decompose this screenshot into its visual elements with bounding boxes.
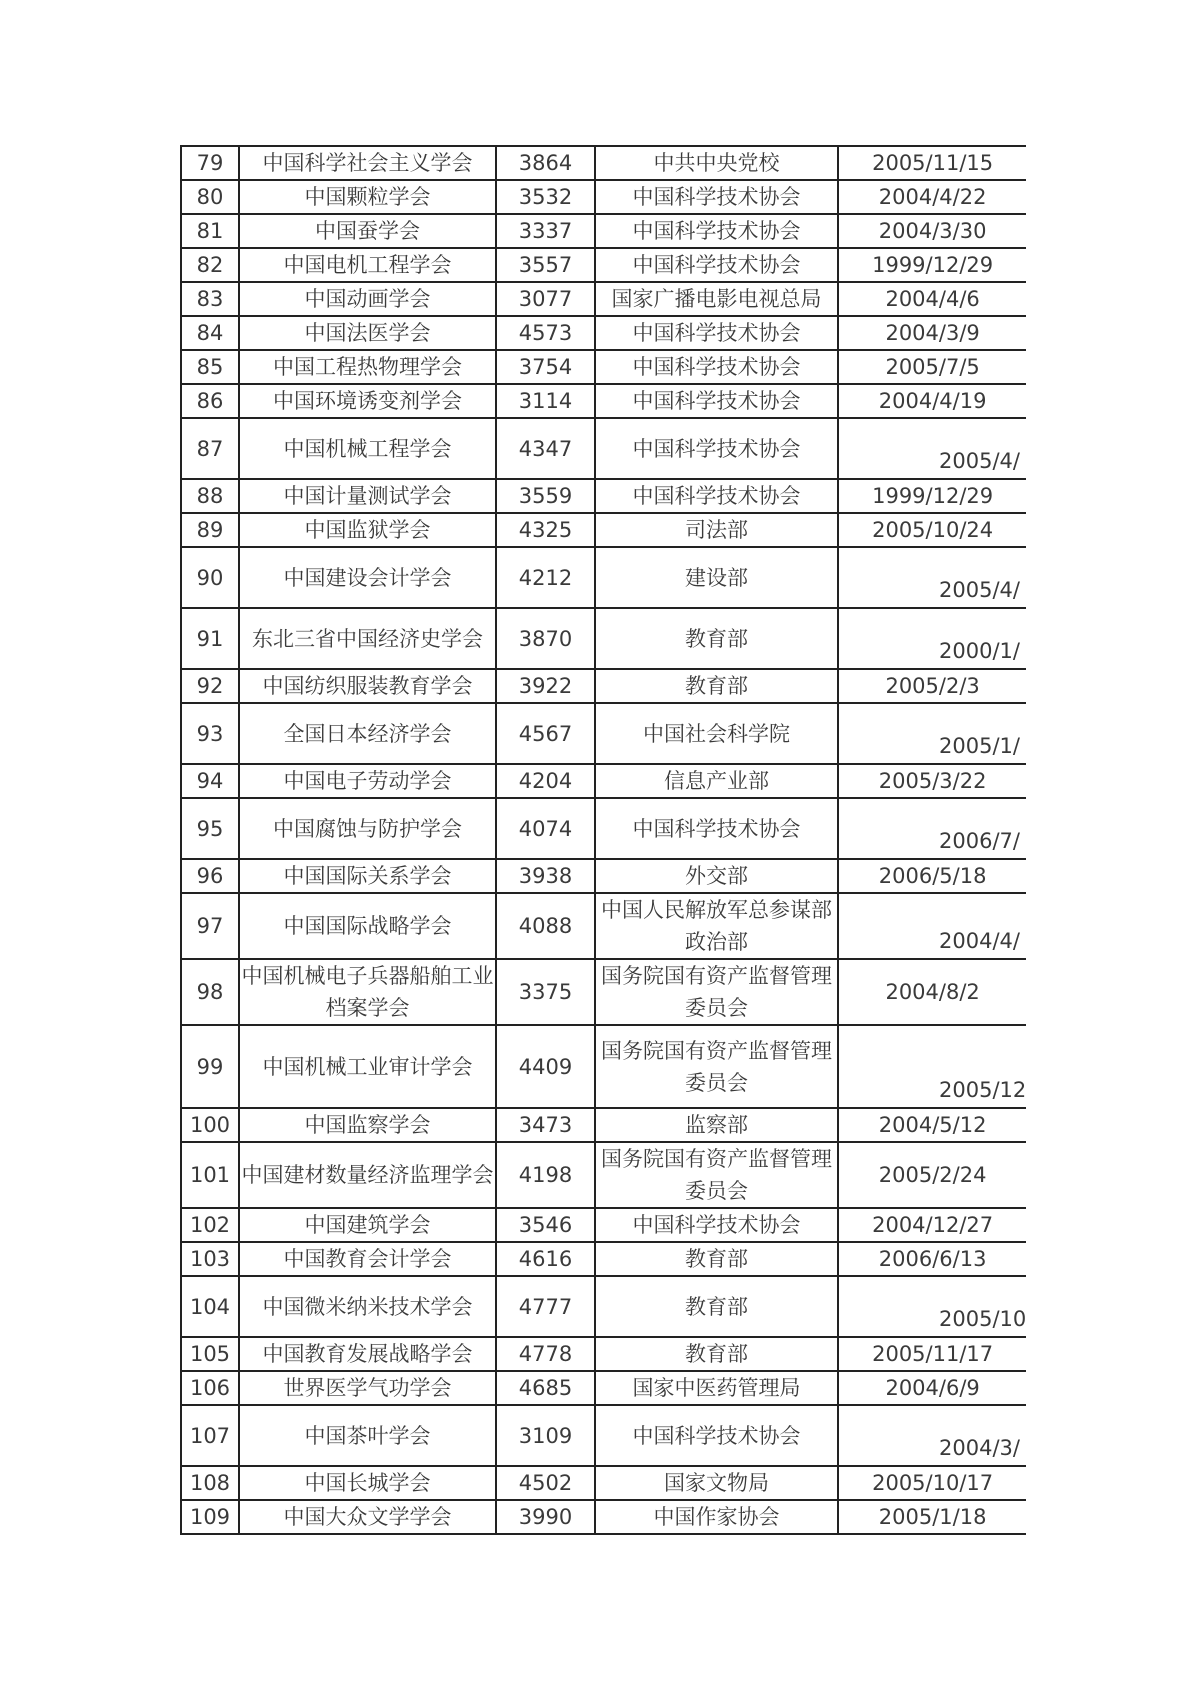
table-row [181, 180, 1026, 214]
table-row [181, 1142, 1026, 1208]
registration-date-cell: 2005/3/22 [838, 764, 1026, 798]
society-code-cell: 4212 [496, 547, 595, 608]
row-number-cell: 105 [181, 1337, 239, 1371]
society-name-cell: 东北三省中国经济史学会 [239, 608, 496, 669]
row-number-cell: 89 [181, 513, 239, 547]
supervising-department-cell: 中共中央党校 [595, 146, 838, 180]
society-code-cell: 4616 [496, 1242, 595, 1276]
society-code-cell: 3077 [496, 282, 595, 316]
row-number-cell: 106 [181, 1371, 239, 1405]
row-number-cell: 83 [181, 282, 239, 316]
supervising-department-cell: 信息产业部 [595, 764, 838, 798]
supervising-department-cell: 建设部 [595, 547, 838, 608]
society-code-cell: 3375 [496, 959, 595, 1025]
registration-date-cell: 2005/10/17 [838, 1466, 1026, 1500]
society-name-cell: 全国日本经济学会 [239, 703, 496, 764]
supervising-department-cell: 教育部 [595, 669, 838, 703]
supervising-department-cell: 国家中医药管理局 [595, 1371, 838, 1405]
society-code-cell: 4198 [496, 1142, 595, 1208]
row-number-cell: 82 [181, 248, 239, 282]
society-name-cell: 中国微米纳米技术学会 [239, 1276, 496, 1337]
society-name-cell: 中国建筑学会 [239, 1208, 496, 1242]
supervising-department-cell: 中国科学技术协会 [595, 180, 838, 214]
society-code-cell: 3559 [496, 479, 595, 513]
society-code-cell: 4573 [496, 316, 595, 350]
registration-date-cell: 2006/5/18 [838, 859, 1026, 893]
society-code-cell: 3557 [496, 248, 595, 282]
society-name-cell: 中国教育发展战略学会 [239, 1337, 496, 1371]
table-row [181, 316, 1026, 350]
society-name-cell: 中国电机工程学会 [239, 248, 496, 282]
row-number-cell: 88 [181, 479, 239, 513]
society-code-cell: 4685 [496, 1371, 595, 1405]
registration-date-cell: 2004/3/30 [838, 214, 1026, 248]
supervising-department-cell: 中国科学技术协会 [595, 418, 838, 479]
table-row [181, 764, 1026, 798]
supervising-department-cell: 中国人民解放军总参谋部政治部 [595, 893, 838, 959]
society-code-cell: 3870 [496, 608, 595, 669]
supervising-department-cell: 中国科学技术协会 [595, 248, 838, 282]
table-row [181, 1025, 1026, 1108]
row-number-cell: 108 [181, 1466, 239, 1500]
society-name-cell: 中国法医学会 [239, 316, 496, 350]
table-row [181, 1500, 1026, 1534]
society-name-cell: 中国机械工程学会 [239, 418, 496, 479]
society-code-cell: 4502 [496, 1466, 595, 1500]
registration-date-cell: 2005/10 [838, 1276, 1026, 1337]
row-number-cell: 85 [181, 350, 239, 384]
row-number-cell: 99 [181, 1025, 239, 1108]
society-code-cell: 3473 [496, 1108, 595, 1142]
supervising-department-cell: 国家文物局 [595, 1466, 838, 1500]
row-number-cell: 101 [181, 1142, 239, 1208]
society-name-cell: 中国颗粒学会 [239, 180, 496, 214]
registration-date-cell: 2005/4/ [838, 547, 1026, 608]
table-row [181, 1276, 1026, 1337]
society-code-cell: 3337 [496, 214, 595, 248]
table-row [181, 1466, 1026, 1500]
row-number-cell: 95 [181, 798, 239, 859]
registration-date-cell: 2004/3/9 [838, 316, 1026, 350]
supervising-department-cell: 国务院国有资产监督管理委员会 [595, 1025, 838, 1108]
row-number-cell: 104 [181, 1276, 239, 1337]
supervising-department-cell: 教育部 [595, 1276, 838, 1337]
registration-date-cell: 1999/12/29 [838, 479, 1026, 513]
registration-date-cell: 2006/7/ [838, 798, 1026, 859]
row-number-cell: 107 [181, 1405, 239, 1466]
table-row [181, 384, 1026, 418]
society-code-cell: 3546 [496, 1208, 595, 1242]
table-row [181, 479, 1026, 513]
supervising-department-cell: 中国科学技术协会 [595, 479, 838, 513]
registration-date-cell: 2004/4/22 [838, 180, 1026, 214]
supervising-department-cell: 教育部 [595, 608, 838, 669]
supervising-department-cell: 中国作家协会 [595, 1500, 838, 1534]
society-name-cell: 中国腐蚀与防护学会 [239, 798, 496, 859]
registration-date-cell: 2004/4/19 [838, 384, 1026, 418]
table-row [181, 959, 1026, 1025]
society-code-cell: 4088 [496, 893, 595, 959]
society-code-cell: 4325 [496, 513, 595, 547]
table-row [181, 1108, 1026, 1142]
table-row [181, 350, 1026, 384]
society-table-body [181, 146, 1026, 1534]
society-name-cell: 中国计量测试学会 [239, 479, 496, 513]
row-number-cell: 81 [181, 214, 239, 248]
supervising-department-cell: 外交部 [595, 859, 838, 893]
registration-date-cell: 2000/1/ [838, 608, 1026, 669]
supervising-department-cell: 中国科学技术协会 [595, 1208, 838, 1242]
society-name-cell: 中国教育会计学会 [239, 1242, 496, 1276]
registration-date-cell: 2005/2/3 [838, 669, 1026, 703]
registration-date-cell: 2005/7/5 [838, 350, 1026, 384]
row-number-cell: 96 [181, 859, 239, 893]
table-row [181, 1208, 1026, 1242]
society-code-cell: 4777 [496, 1276, 595, 1337]
registration-date-cell: 2004/3/ [838, 1405, 1026, 1466]
society-code-cell: 3114 [496, 384, 595, 418]
row-number-cell: 102 [181, 1208, 239, 1242]
society-code-cell: 4778 [496, 1337, 595, 1371]
row-number-cell: 97 [181, 893, 239, 959]
registration-date-cell: 2005/11/15 [838, 146, 1026, 180]
supervising-department-cell: 中国科学技术协会 [595, 798, 838, 859]
society-code-cell: 3109 [496, 1405, 595, 1466]
row-number-cell: 100 [181, 1108, 239, 1142]
supervising-department-cell: 监察部 [595, 1108, 838, 1142]
registration-date-cell: 2005/1/ [838, 703, 1026, 764]
society-code-cell: 4074 [496, 798, 595, 859]
supervising-department-cell: 中国科学技术协会 [595, 384, 838, 418]
supervising-department-cell: 国务院国有资产监督管理委员会 [595, 1142, 838, 1208]
row-number-cell: 79 [181, 146, 239, 180]
society-name-cell: 中国动画学会 [239, 282, 496, 316]
society-name-cell: 中国电子劳动学会 [239, 764, 496, 798]
society-name-cell: 世界医学气功学会 [239, 1371, 496, 1405]
row-number-cell: 92 [181, 669, 239, 703]
row-number-cell: 94 [181, 764, 239, 798]
registration-date-cell: 2005/10/24 [838, 513, 1026, 547]
society-name-cell: 中国国际战略学会 [239, 893, 496, 959]
row-number-cell: 87 [181, 418, 239, 479]
society-name-cell: 中国茶叶学会 [239, 1405, 496, 1466]
supervising-department-cell: 司法部 [595, 513, 838, 547]
society-code-cell: 3922 [496, 669, 595, 703]
registration-date-cell: 2005/11/17 [838, 1337, 1026, 1371]
table-row [181, 608, 1026, 669]
table-row [181, 513, 1026, 547]
table-row [181, 1337, 1026, 1371]
registration-date-cell: 2004/4/6 [838, 282, 1026, 316]
society-code-cell: 3938 [496, 859, 595, 893]
table-row [181, 418, 1026, 479]
registration-date-cell: 2004/4/ [838, 893, 1026, 959]
table-row [181, 798, 1026, 859]
row-number-cell: 86 [181, 384, 239, 418]
society-code-cell: 3864 [496, 146, 595, 180]
registration-date-cell: 2005/1/18 [838, 1500, 1026, 1534]
registration-date-cell: 2004/12/27 [838, 1208, 1026, 1242]
society-code-cell: 3754 [496, 350, 595, 384]
supervising-department-cell: 中国科学技术协会 [595, 214, 838, 248]
supervising-department-cell: 教育部 [595, 1242, 838, 1276]
society-name-cell: 中国监察学会 [239, 1108, 496, 1142]
table-row [181, 1242, 1026, 1276]
row-number-cell: 93 [181, 703, 239, 764]
society-table [180, 145, 1026, 1535]
registration-date-cell: 2005/2/24 [838, 1142, 1026, 1208]
table-row [181, 248, 1026, 282]
registration-date-cell: 2004/6/9 [838, 1371, 1026, 1405]
society-name-cell: 中国纺织服装教育学会 [239, 669, 496, 703]
society-name-cell: 中国建设会计学会 [239, 547, 496, 608]
supervising-department-cell: 中国科学技术协会 [595, 1405, 838, 1466]
society-name-cell: 中国工程热物理学会 [239, 350, 496, 384]
society-code-cell: 4409 [496, 1025, 595, 1108]
table-row [181, 703, 1026, 764]
registration-date-cell: 2004/5/12 [838, 1108, 1026, 1142]
society-name-cell: 中国环境诱变剂学会 [239, 384, 496, 418]
table-row [181, 146, 1026, 180]
society-code-cell: 4204 [496, 764, 595, 798]
society-name-cell: 中国监狱学会 [239, 513, 496, 547]
registration-date-cell: 1999/12/29 [838, 248, 1026, 282]
society-name-cell: 中国大众文学学会 [239, 1500, 496, 1534]
society-name-cell: 中国国际关系学会 [239, 859, 496, 893]
registration-date-cell: 2006/6/13 [838, 1242, 1026, 1276]
society-name-cell: 中国长城学会 [239, 1466, 496, 1500]
table-row [181, 1405, 1026, 1466]
table-row [181, 282, 1026, 316]
society-name-cell: 中国蚕学会 [239, 214, 496, 248]
society-name-cell: 中国建材数量经济监理学会 [239, 1142, 496, 1208]
table-row [181, 669, 1026, 703]
table-row [181, 1371, 1026, 1405]
society-code-cell: 4347 [496, 418, 595, 479]
society-name-cell: 中国科学社会主义学会 [239, 146, 496, 180]
row-number-cell: 84 [181, 316, 239, 350]
supervising-department-cell: 教育部 [595, 1337, 838, 1371]
table-row [181, 859, 1026, 893]
society-code-cell: 3532 [496, 180, 595, 214]
row-number-cell: 98 [181, 959, 239, 1025]
table-row [181, 547, 1026, 608]
supervising-department-cell: 中国社会科学院 [595, 703, 838, 764]
row-number-cell: 91 [181, 608, 239, 669]
row-number-cell: 80 [181, 180, 239, 214]
table-row [181, 893, 1026, 959]
supervising-department-cell: 中国科学技术协会 [595, 316, 838, 350]
society-name-cell: 中国机械电子兵器船舶工业档案学会 [239, 959, 496, 1025]
society-code-cell: 4567 [496, 703, 595, 764]
registration-date-cell: 2005/12 [838, 1025, 1026, 1108]
society-code-cell: 3990 [496, 1500, 595, 1534]
row-number-cell: 90 [181, 547, 239, 608]
row-number-cell: 103 [181, 1242, 239, 1276]
supervising-department-cell: 国务院国有资产监督管理委员会 [595, 959, 838, 1025]
supervising-department-cell: 中国科学技术协会 [595, 350, 838, 384]
registration-date-cell: 2004/8/2 [838, 959, 1026, 1025]
row-number-cell: 109 [181, 1500, 239, 1534]
registration-date-cell: 2005/4/ [838, 418, 1026, 479]
supervising-department-cell: 国家广播电影电视总局 [595, 282, 838, 316]
table-row [181, 214, 1026, 248]
society-name-cell: 中国机械工业审计学会 [239, 1025, 496, 1108]
